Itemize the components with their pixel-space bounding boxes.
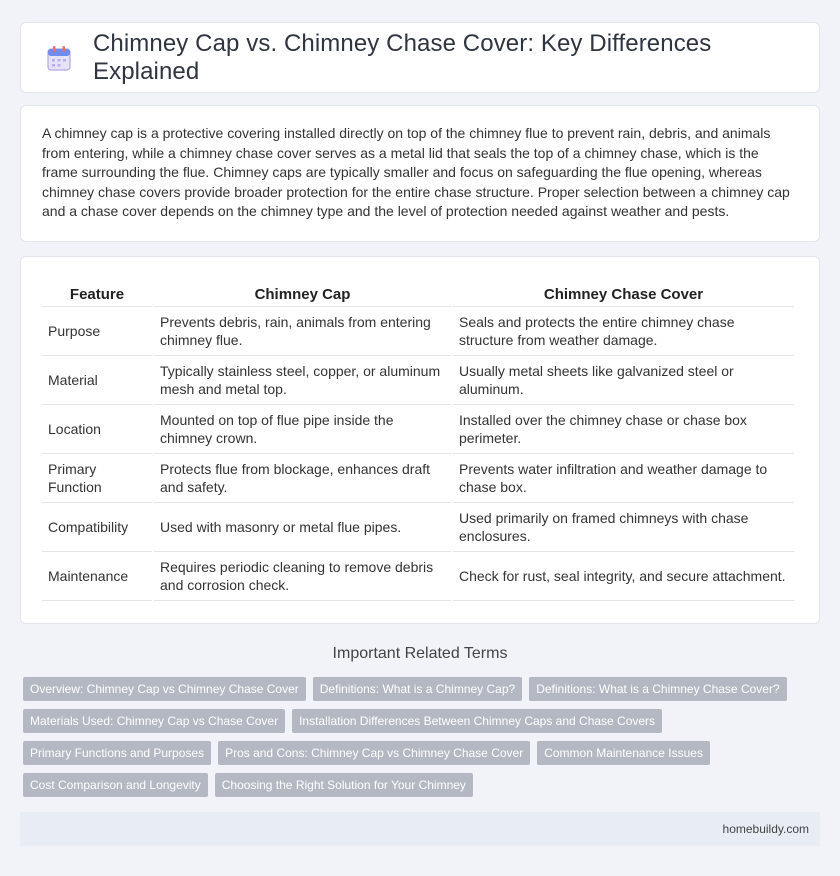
related-term-link[interactable]: Primary Functions and Purposes	[23, 741, 211, 765]
feature-cell: Purpose	[42, 307, 152, 356]
calendar-icon	[47, 45, 71, 71]
feature-cell: Location	[42, 405, 152, 454]
column-header-chase-cover: Chimney Chase Cover	[453, 283, 794, 307]
related-term-link[interactable]: Overview: Chimney Cap vs Chimney Chase Cover	[23, 677, 306, 701]
chase-cover-cell: Check for rust, seal integrity, and secure attachment.	[453, 552, 794, 601]
column-header-chimney-cap: Chimney Cap	[154, 283, 451, 307]
intro-paragraph: A chimney cap is a protective covering installed directly on top of the chimney flue to prevent rain, debris, and animals from entering, while a chimney chase cover serves as a metal lid that seals the top of a chimney chase, which is the frame surrounding the flue. Chimney caps are typically smaller and focus on safeguarding the flue opening, whereas chimney chase covers provide broader protection for the entire chase structure. Proper selection between a chimney cap and a chase cover depends on the chimney type and the level of protection needed against weather and pests.	[42, 125, 790, 219]
related-term-link[interactable]: Cost Comparison and Longevity	[23, 773, 208, 797]
feature-cell: Primary Function	[42, 454, 152, 503]
feature-cell: Maintenance	[42, 552, 152, 601]
table-row	[42, 307, 794, 356]
chase-cover-cell: Usually metal sheets like galvanized steel or aluminum.	[453, 356, 794, 405]
chimney-cap-cell: Requires periodic cleaning to remove debris and corrosion check.	[154, 552, 451, 601]
related-term-link[interactable]: Definitions: What is a Chimney Chase Cover?	[529, 677, 786, 701]
related-term-link[interactable]: Choosing the Right Solution for Your Chimney	[215, 773, 473, 797]
footer	[20, 812, 820, 846]
chimney-cap-cell: Typically stainless steel, copper, or aluminum mesh and metal top.	[154, 356, 451, 405]
related-terms-title: Important Related Terms	[332, 645, 508, 662]
related-term-link[interactable]: Definitions: What is a Chimney Cap?	[313, 677, 522, 701]
chimney-cap-cell: Mounted on top of flue pipe inside the chimney crown.	[154, 405, 451, 454]
table-row	[42, 356, 794, 405]
comparison-table-card	[20, 256, 820, 624]
related-term-link[interactable]: Materials Used: Chimney Cap vs Chase Cover	[23, 709, 285, 733]
comparison-table	[40, 283, 796, 601]
chimney-cap-cell: Used with masonry or metal flue pipes.	[154, 503, 451, 552]
related-terms-list	[23, 677, 813, 797]
table-header-row	[42, 283, 794, 307]
related-term-link[interactable]: Installation Differences Between Chimney Caps and Chase Covers	[292, 709, 662, 733]
table-row	[42, 503, 794, 552]
feature-cell: Compatibility	[42, 503, 152, 552]
page-header	[20, 22, 820, 93]
table-row	[42, 552, 794, 601]
table-row	[42, 405, 794, 454]
column-header-feature: Feature	[42, 283, 152, 307]
chase-cover-cell: Used primarily on framed chimneys with chase enclosures.	[453, 503, 794, 552]
chase-cover-cell: Seals and protects the entire chimney chase structure from weather damage.	[453, 307, 794, 356]
related-term-link[interactable]: Common Maintenance Issues	[537, 741, 710, 765]
footer-site-name: homebuildy.com	[722, 822, 809, 836]
chase-cover-cell: Installed over the chimney chase or chase box perimeter.	[453, 405, 794, 454]
related-term-link[interactable]: Pros and Cons: Chimney Cap vs Chimney Chase Cover	[218, 741, 530, 765]
chimney-cap-cell: Prevents debris, rain, animals from entering chimney flue.	[154, 307, 451, 356]
chase-cover-cell: Prevents water infiltration and weather damage to chase box.	[453, 454, 794, 503]
feature-cell: Material	[42, 356, 152, 405]
table-row	[42, 454, 794, 503]
intro-section	[20, 105, 820, 242]
chimney-cap-cell: Protects flue from blockage, enhances draft and safety.	[154, 454, 451, 503]
page-title: Chimney Cap vs. Chimney Chase Cover: Key Differences Explained	[93, 29, 712, 85]
